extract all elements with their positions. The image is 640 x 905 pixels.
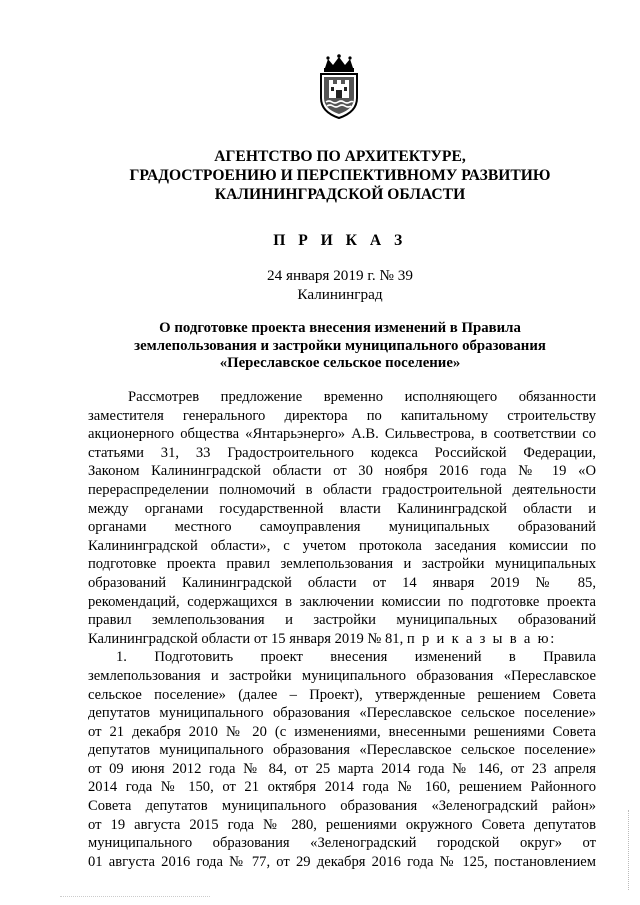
body-line: подготовке проекта правил землепользования и застройки муниципальных: [88, 556, 596, 573]
body-line: 1. Подготовить проект внесения изменений в Правила: [116, 649, 596, 666]
body-line-last: [88, 630, 596, 649]
order-subject: [90, 320, 590, 373]
body-line: от 21 декабря 2010 № 20 (с изменениями, внесенными решениями Совета: [88, 723, 596, 740]
body-line: от 09 июня 2012 года № 84, от 25 марта 2014 года № 146, от 23 апреля: [88, 760, 596, 777]
body-line: сельское поселение» (далее – Проект), утвержденные решением Совета: [88, 686, 596, 703]
order-details: [40, 266, 640, 304]
body-line: депутатов муниципального образования «Переславское сельское поселение»: [88, 705, 596, 722]
body-line: органами местного самоуправления муниципальных образований: [88, 519, 596, 536]
body-line: статьями 31, 33 Градостроительного кодекса Российской Федерации,: [88, 444, 596, 461]
subject-line: «Переславское сельское поселение»: [219, 355, 461, 372]
body-line: от 19 августа 2015 года № 280, решениями окружного Совета депутатов: [88, 816, 596, 833]
body-line: перераспределении полномочий в области градостроительной деятельности: [88, 481, 596, 498]
body-line: Законом Калининградской области от 30 ноября 2016 года № 19 «О: [88, 463, 596, 480]
body-line-text: Калининградской области от 15 января 2019 № 81,: [88, 630, 404, 647]
subject-line: О подготовке проекта внесения изменений в Правила: [159, 320, 521, 336]
order-date-number: 24 января 2019 г. № 39: [267, 267, 413, 284]
scan-artifact-bottom: [60, 896, 210, 898]
agency-line: КАЛИНИНГРАДСКОЙ ОБЛАСТИ: [214, 186, 466, 203]
body-line: муниципального образования «Зеленоградский городской округ» от: [88, 835, 596, 852]
body-line: 01 августа 2016 года № 77, от 29 декабря 2016 года № 125, постановлением: [88, 853, 596, 870]
body-line: заместителя генерального директора по капитальному строительству: [88, 407, 596, 424]
body-line: между органами государственной власти Калининградской области и: [88, 500, 596, 517]
body-line: депутатов муниципального образования «Переславское сельское поселение»: [88, 742, 596, 759]
body-line: 2014 года № 150, от 21 октября 2014 года № 160, решением Районного: [88, 779, 596, 796]
coat-of-arms-icon: [316, 54, 362, 120]
body-line: Рассмотрев предложение временно исполняющего обязанности: [128, 389, 596, 405]
document-type-title: П Р И К А З: [273, 232, 407, 249]
orders-word: п р и к а з ы в а ю:: [406, 630, 557, 647]
body-line: акционерного общества «Янтарьэнерго» А.В. Сильвестрова, в соответствии со: [88, 426, 596, 443]
body-line: рекомендаций, содержащихся в заключении комиссии по подготовке проекта: [88, 593, 596, 610]
order-city: Калининград: [297, 286, 383, 303]
order-body: [88, 388, 596, 871]
scan-artifact-margin: [628, 810, 631, 890]
body-line: землепользования и застройки муниципального образования «Переславское: [88, 667, 596, 684]
coat-of-arms-graphic: [316, 54, 362, 120]
subject-line: землепользования и застройки муниципального образования: [134, 337, 546, 354]
body-line: образований Калининградской области от 14 января 2019 № 85,: [88, 574, 596, 591]
agency-name: [40, 147, 640, 204]
body-line: Совета депутатов муниципального образования «Зеленоградский район»: [88, 798, 596, 815]
agency-line: ГРАДОСТРОЕНИЮ И ПЕРСПЕКТИВНОМУ РАЗВИТИЮ: [129, 167, 551, 184]
body-line: Калининградской области», с учетом протокола заседания комиссии по: [88, 537, 596, 554]
agency-line: АГЕНТСТВО ПО АРХИТЕКТУРЕ,: [214, 148, 466, 165]
body-line: правил землепользования и застройки муниципальных образований: [88, 612, 596, 629]
